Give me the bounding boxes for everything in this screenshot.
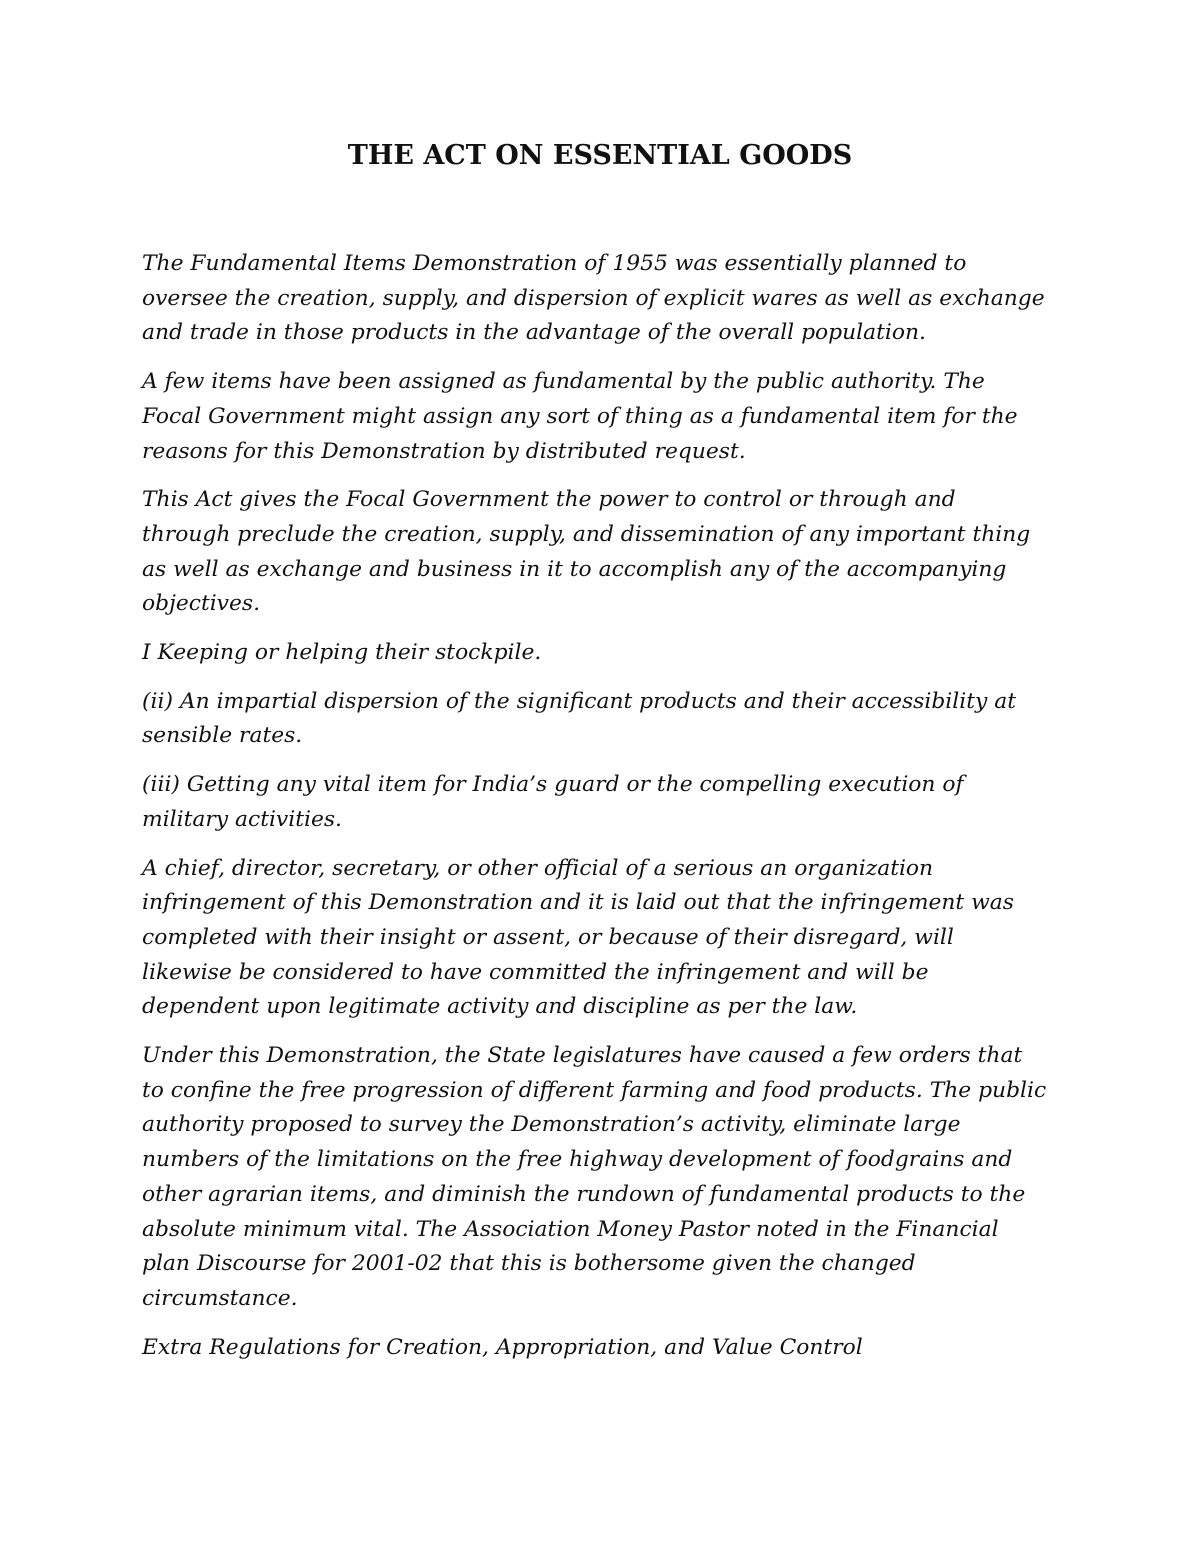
paragraph-line: A few items have been assigned as fundamental by the public authority. The — [142, 369, 985, 395]
paragraph-line: Focal Government might assign any sort of thing as a fundamental item for the — [142, 403, 1018, 429]
paragraph-line: completed with their insight or assent, or because of their disregard, will — [142, 924, 954, 950]
paragraph-1 — [142, 247, 1067, 351]
paragraph-2 — [142, 365, 1067, 469]
list-item-i — [142, 636, 1067, 671]
paragraph-line: and trade in those products in the advantage of the overall population. — [142, 320, 926, 346]
paragraph-line: military activities. — [142, 806, 342, 832]
paragraph-line: A chief, director, secretary, or other official of a serious an organization — [142, 855, 934, 881]
list-item-iii — [142, 768, 1067, 837]
paragraph-line: Under this Demonstration, the State legislatures have caused a few orders that — [142, 1043, 1023, 1069]
paragraph-line: (ii) An impartial dispersion of the significant products and their accessibility at — [142, 688, 1016, 714]
paragraph-line: (iii) Getting any vital item for India’s guard or the compelling execution of — [142, 772, 964, 798]
paragraph-line: authority proposed to survey the Demonstration’s activity, eliminate large — [142, 1112, 961, 1138]
paragraph-8 — [142, 1039, 1067, 1317]
paragraph-7 — [142, 852, 1067, 1026]
paragraph-line: circumstance. — [142, 1285, 298, 1311]
paragraph-line: Extra Regulations for Creation, Appropriation, and Value Control — [142, 1334, 863, 1360]
paragraph-3 — [142, 483, 1067, 622]
paragraph-line: other agrarian items, and diminish the rundown of fundamental products to the — [142, 1181, 1026, 1207]
document-title: THE ACT ON ESSENTIAL GOODS — [347, 140, 853, 171]
paragraph-line: The Fundamental Items Demonstration of 1955 was essentially planned to — [142, 251, 967, 276]
paragraph-line: absolute minimum vital. The Association Money Pastor noted in the Financial — [142, 1216, 999, 1242]
paragraph-line: I Keeping or helping their stockpile. — [142, 640, 542, 666]
paragraph-line: likewise be considered to have committed the infringement and will be — [142, 959, 929, 985]
paragraph-line: sensible rates. — [142, 723, 303, 749]
paragraph-line: numbers of the limitations on the free highway development of foodgrains and — [142, 1147, 1013, 1173]
paragraph-line: reasons for this Demonstration by distributed request. — [142, 438, 746, 464]
paragraph-line: oversee the creation, supply, and dispersion of explicit wares as well as exchange — [142, 285, 1045, 311]
paragraph-line: to confine the free progression of different farming and food products. The public — [142, 1077, 1047, 1103]
paragraph-line: as well as exchange and business in it to accomplish any of the accompanying — [142, 556, 1007, 582]
list-item-ii — [142, 685, 1067, 754]
paragraph-line: infringement of this Demonstration and it is laid out that the infringement was — [142, 890, 1014, 916]
section-heading — [142, 1331, 1067, 1366]
document-body — [142, 247, 1067, 1379]
paragraph-line: dependent upon legitimate activity and discipline as per the law. — [142, 994, 858, 1020]
paragraph-line: plan Discourse for 2001-02 that this is bothersome given the changed — [142, 1251, 916, 1277]
paragraph-line: objectives. — [142, 591, 260, 617]
paragraph-line: This Act gives the Focal Government the power to control or through and — [142, 487, 956, 513]
paragraph-line: through preclude the creation, supply, and dissemination of any important thing — [142, 521, 1031, 547]
